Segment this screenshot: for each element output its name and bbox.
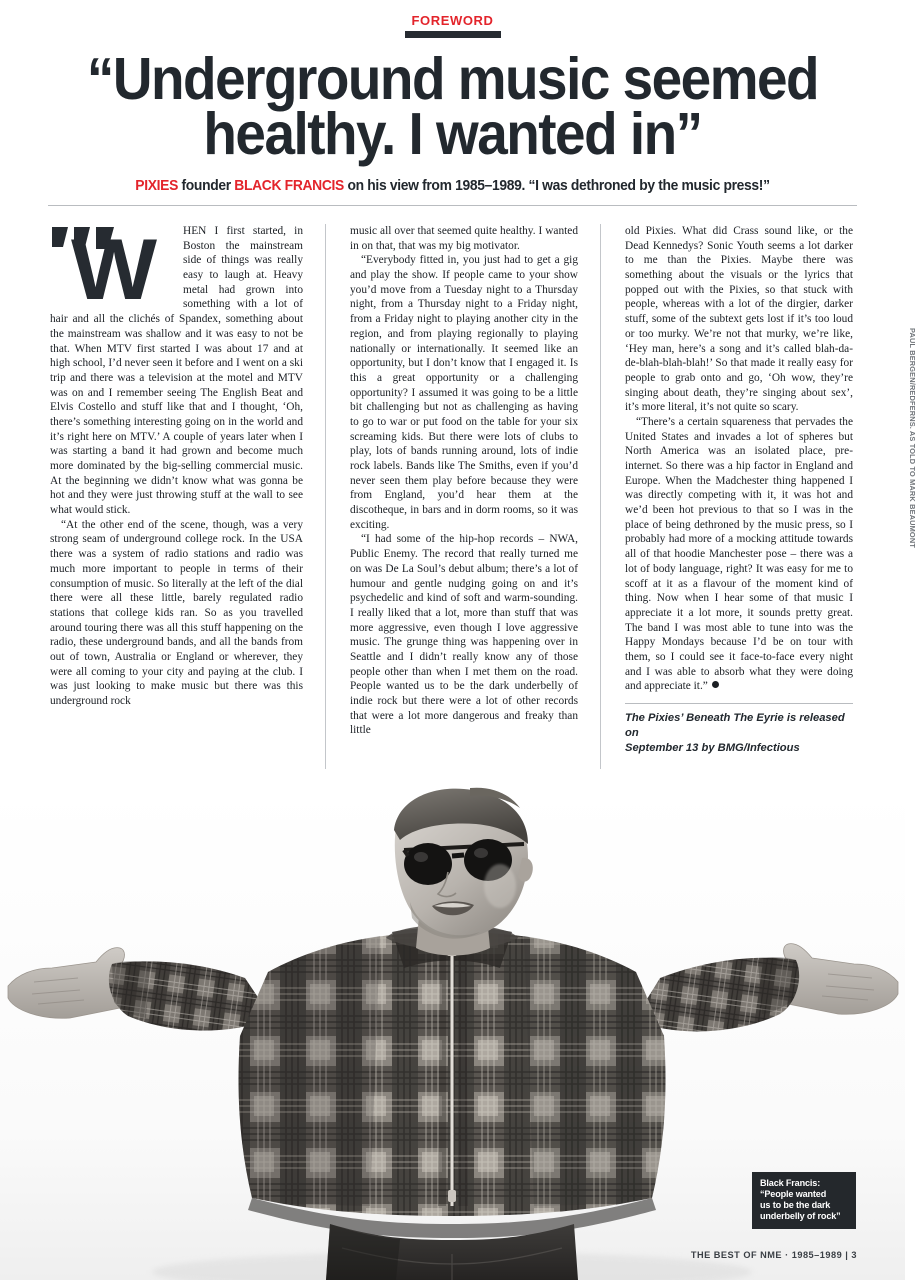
standfirst-band-name: PIXIES xyxy=(135,177,178,194)
column-right xyxy=(600,224,853,769)
standfirst-person-name: BLACK FRANCIS xyxy=(234,177,344,194)
paragraph: “I had some of the hip-hop records – NWA, Public Enemy. The record that really turned me on was De La Soul’s debut album; there’s a lot of humour and gentle nudging going on and it’s psychedelic and kind of soft and warm-sounding. I really liked that a lot, more than stuff that was more aggressive, even though I love aggressive music. The grunge thing was happening over in Seattle and I didn’t really know any of those people other than when I met them on the road. People wanted us to be the dark underbelly of indie rock but there were a lot of other records that were a lot more dangerous and freaky than little xyxy=(350,533,578,737)
headline-line-1: “Underground music seemed xyxy=(86,46,819,112)
caption-line-3: us to be the dark xyxy=(760,1200,831,1210)
paragraph: “Everybody fitted in, you just had to get a gig and play the show. If people came to your show you’d move from a Tuesday night to a Thursday night, from a Thursday night to a Friday night, from a Friday night to playing another city in the region, and from playing regionally to playing nationally or internationally. It seemed like an opportunity, but I don’t know that I engaged it. Is this a great opportunity or a challenging opportunity? I assumed it was going to be a little bit challenging but not as challenging as having to go to war or put food on the table for your six screaming kids. But there were lots of clubs to play, lots of bands running around, lots of indie rock labels. Bands like The Smiths, even if you’d never seen them play before because they were from England, you’d hear them at the discotheque, in bars and in dorm rooms, so it was exciting. xyxy=(350,254,578,531)
footnote-line-1: The Pixies’ Beneath The Eyrie is released on xyxy=(625,712,845,739)
photo-credit: PAUL BERGEN/REDFERNS. AS TOLD TO MARK BEAUMONT xyxy=(908,327,917,548)
column-middle xyxy=(325,224,578,769)
end-mark-icon xyxy=(712,681,719,688)
dropcap-block xyxy=(50,221,178,318)
paragraph: music all over that seemed quite healthy. I wanted in on that, that was my big motivator. xyxy=(350,225,578,252)
kicker-underline-bar xyxy=(405,31,501,38)
kicker-block xyxy=(0,0,905,38)
column-left xyxy=(50,221,303,769)
paragraph xyxy=(625,415,853,694)
header-divider-rule xyxy=(48,205,857,206)
paragraph: HEN I first started, in Boston the mainstream side of things was really easy to laugh at. Heavy metal had grown into something with a lot of hair and all the clichés of Spandex, something about the mainstream was shallow and it was easy to not be that. When MTV first started I was about 17 and at high school, I’d never seen it before and I went on a ski trip and there was a television at the motel and MTV was on and I remember seeing The English Beat and Elvis Costello and stuff like that and I thought, ‘Oh, there’s something interesting going on in the world and it’s right here on MTV.’ A couple of years later when I was starting a band it had grown and become much more dominated by the big-selling commercial music. At the beginning we didn’t know what was gonna be hot and they were just throwing stuff at the wall to see what would stick. xyxy=(50,225,303,517)
paragraph-text: “There’s a certain squareness that pervades the United States and invades a lot of spheres but North America was an isolated place, pre-internet. So there was a hip factor in England and Europe. When the Madchester thing happened I was directly competing with it, it was hot and we’d been hot previous to that so I was in the place of being dethroned by the music press, so I probably had more of a mocking attitude towards all of that hoodie Manchester pose – there was a lot of body language, right? It was easy for me to scoff at it as a flavour of the moment kind of thing. Now when I hear some of that music I appreciate it a lot more, it sounds pretty great. The band I was most able to tune into was the Happy Mondays because I’d be on tour with them, so I could see it face-to-face every night and I was able to absorb what they were doing and appreciate it.” xyxy=(625,415,853,693)
article-footnote xyxy=(625,711,853,756)
standfirst-text-2: on his view from 1985–1989. “I was dethroned by the music press!” xyxy=(343,177,770,194)
footnote-divider-rule xyxy=(625,703,853,756)
standfirst-text-1: founder xyxy=(177,177,235,194)
caption-line-2: “People wanted xyxy=(760,1189,827,1199)
paragraph: “At the other end of the scene, though, was a very strong seam of underground college rock. In the USA there was a system of radio stations and radio was much more important to people in terms of their consumption of music. So literally at the left of the dial there were all these little, barely regulated radio stations that college kids ran. So as you travelled around touring there was all this stuff happening on the radio, these underground bands, and all the bands from out of town, Australia or England or wherever, they were all coming to your city and paying at the club. I was just looking to make music but there was this underground rock xyxy=(50,518,303,707)
photo-caption xyxy=(752,1172,856,1229)
paragraph: old Pixies. What did Crass sound like, or the Dead Kennedys? Sonic Youth seems a lot darker to me than the Pixies. Maybe there was something about the visuals or the lyrics that popped out with the Pixies, so that stuck with people, whereas with a lot of the dirgier, darker stuff, some of the subtext gets lost if it’s too loud or too murky. We’re not that murky, we’re like, ‘Hey man, here’s a song and it’s called blah-da-de-blah-blah-blah!’ So that made it really easy for people to grab onto and go, ‘Oh wow, they’re singing about death, they’re singing about sex’, it’s more literal, it’s not quite so scary. xyxy=(625,225,853,414)
standfirst xyxy=(68,178,837,194)
article-body xyxy=(50,221,858,769)
footnote-line-2: September 13 by BMG/Infectious xyxy=(625,741,800,754)
page-footer: THE BEST OF NME · 1985–1989 | 3 xyxy=(690,1250,857,1260)
kicker-label: FOREWORD xyxy=(411,13,494,28)
torso-jacket xyxy=(239,925,666,1239)
page-headline xyxy=(32,46,874,167)
caption-line-1: Black Francis: xyxy=(760,1178,821,1188)
headline-line-2: healthy. I wanted in” xyxy=(203,100,702,167)
svg-text:W: W xyxy=(71,221,158,318)
caption-line-4: underbelly of rock” xyxy=(760,1211,841,1221)
